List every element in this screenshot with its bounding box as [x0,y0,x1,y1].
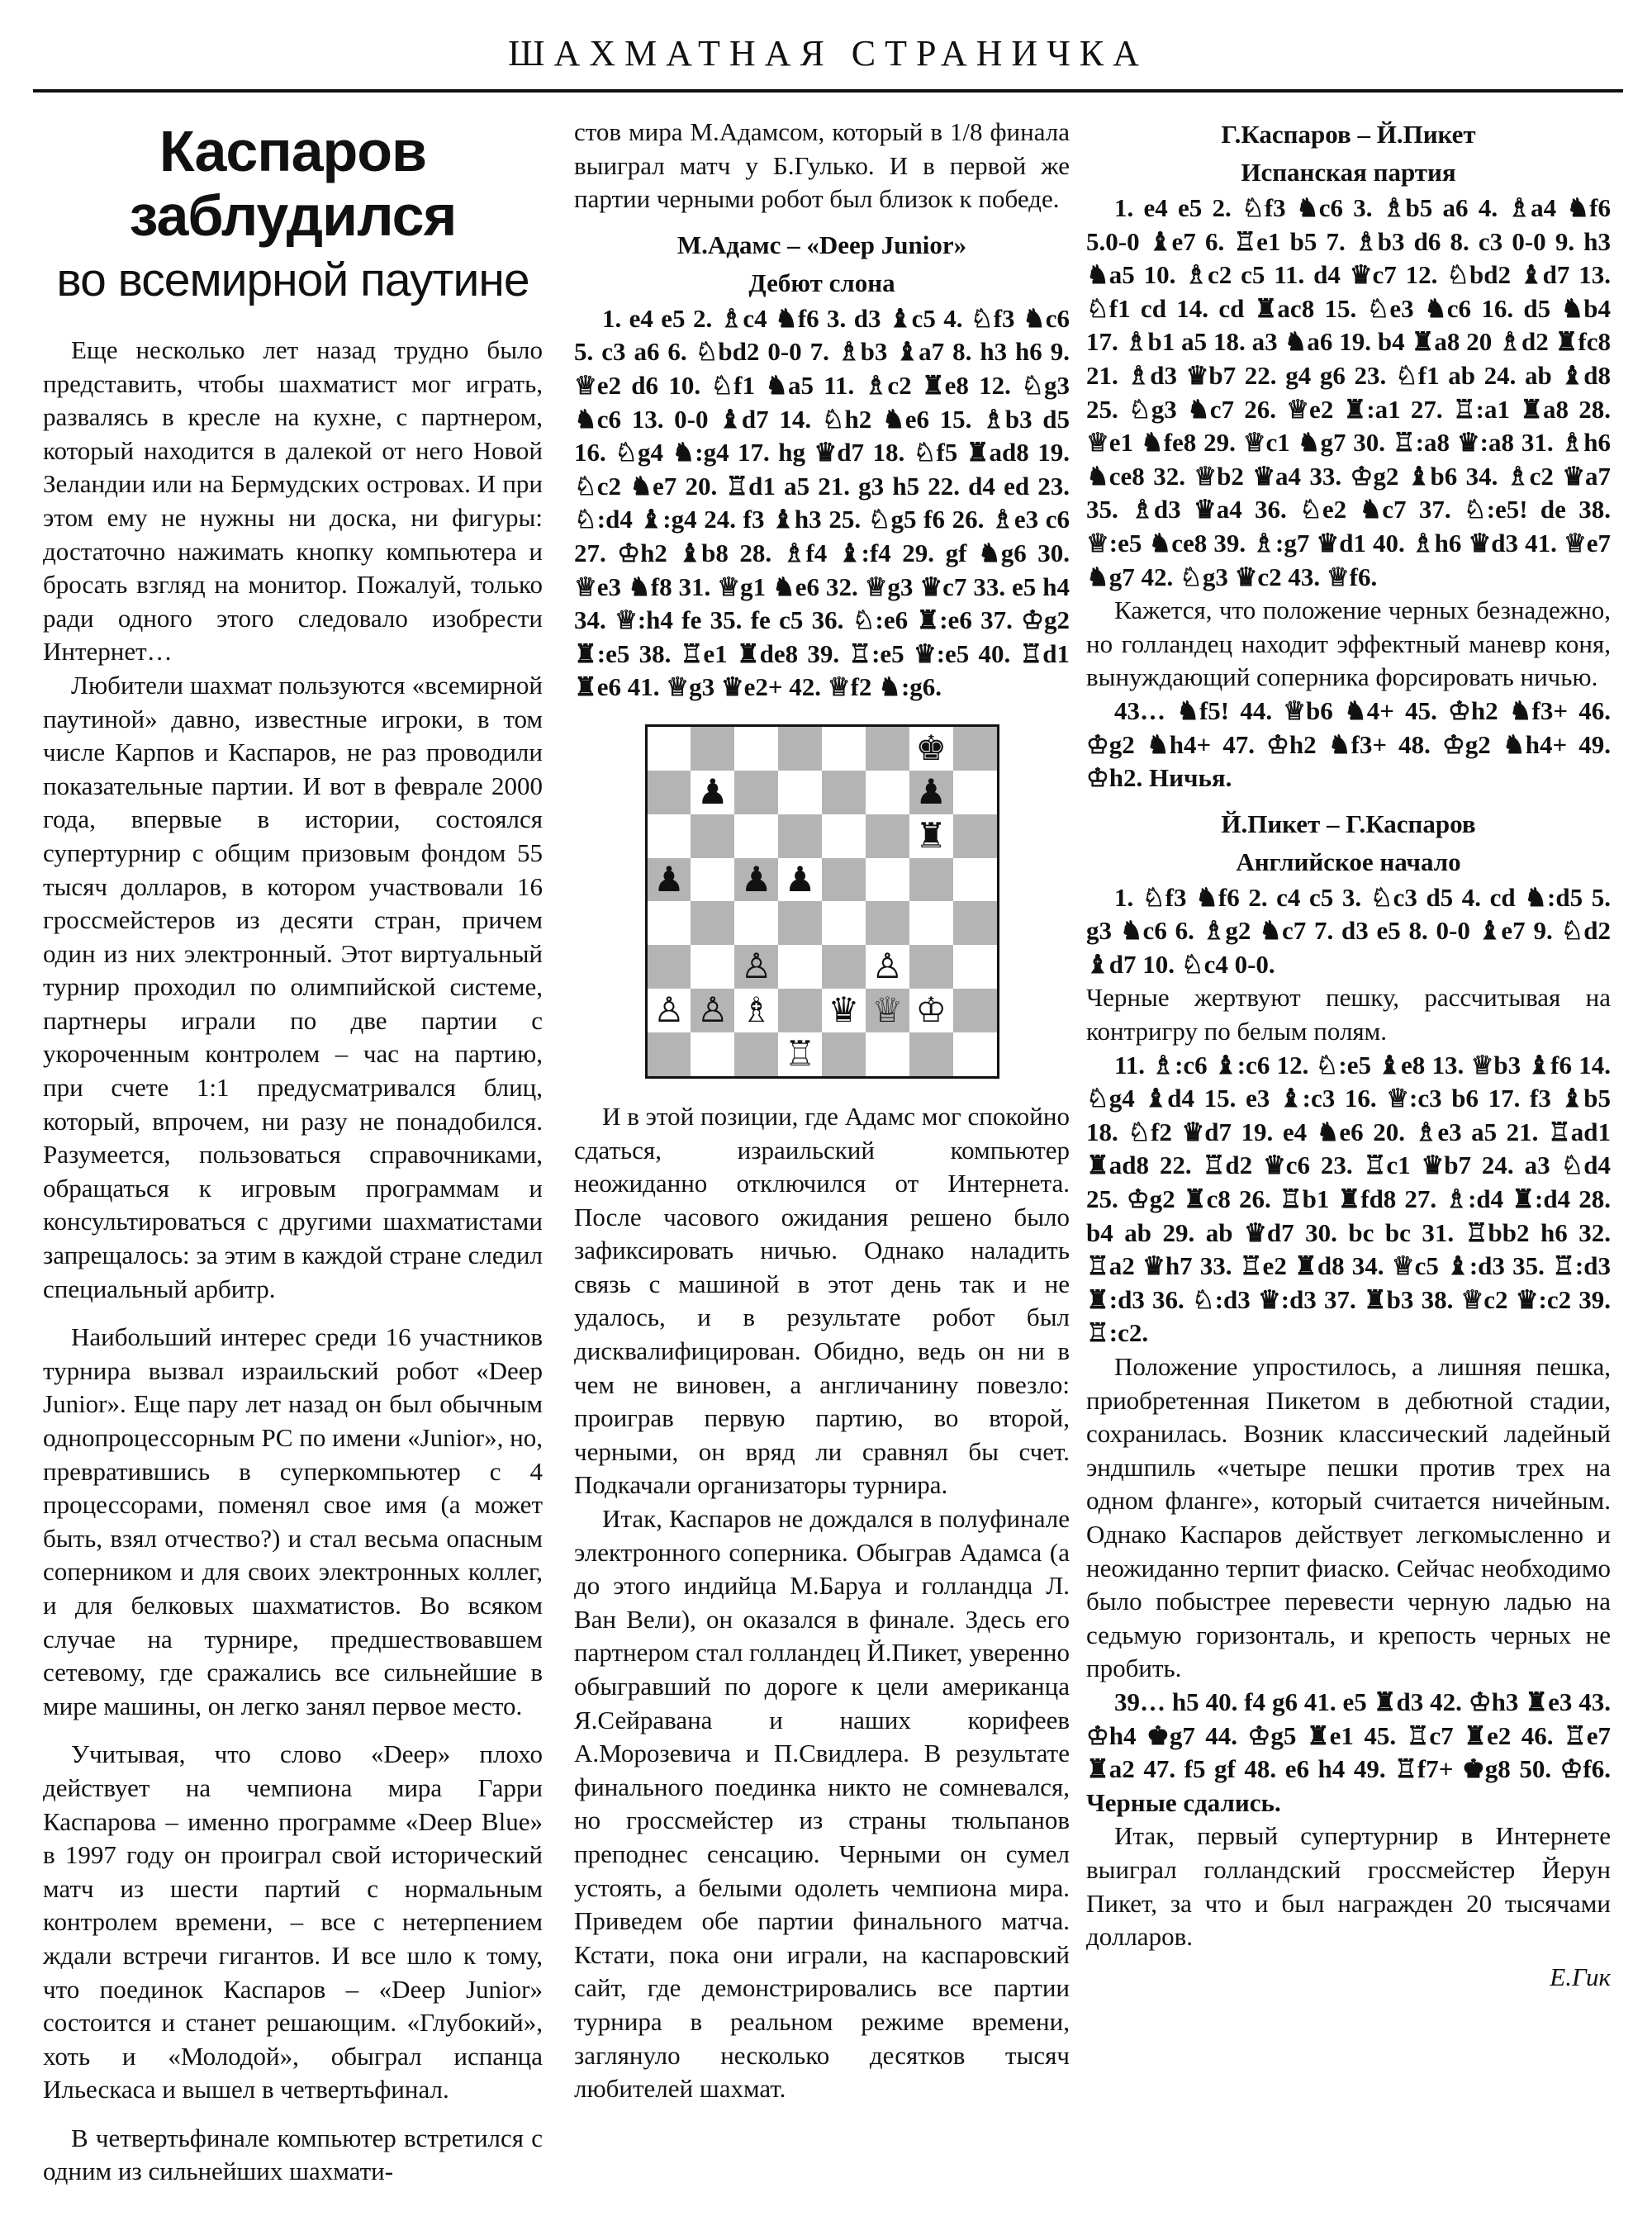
board-square [778,814,822,858]
paragraph: Положение упростилось, а лишняя пешка, приобретенная Пикетом в дебютной стадии, сохранилась. Возник классический ладейный эндшпиль «четыре пешки против трех на одном фланге», который считается ничейным. Однако Каспаров действует легкомысленно и неожиданно терпит фиаско. Сейчас необходимо было побыстрее перевести черную ладью на седьмую горизонталь, и крепость черных не пробить. [1086,1352,1611,1683]
board-square [822,727,866,771]
paragraph: Итак, первый супертурнир в Интернете выиграл голландский гроссмейстер Йерун Пикет, за что и был награжден 20 тысячами долларов. [1086,1821,1611,1952]
section-title: ШАХМАТНАЯ СТРАНИЧКА [508,33,1148,74]
chessboard [648,727,997,1076]
board-square [648,727,691,771]
board-square [648,1032,691,1076]
board-square [822,1032,866,1076]
column-left [43,116,543,2189]
board-square [691,1032,734,1076]
board-square [778,945,822,989]
white-pawn-icon: ♙ [653,989,685,1031]
board-square [734,727,778,771]
white-rook-icon: ♖ [784,1033,816,1075]
game-moves: 1. ♘f3 ♞f6 2. c4 c5 3. ♘c3 d5 4. cd ♞:d5 5. g3 ♞c6 6. ♗g2 ♞c7 7. d3 e5 8. 0-0 ♝e7 9. ♘d2 ♝d7 10. ♘c4 0-0. [1086,882,1611,979]
black-pawn-icon: ♟ [696,771,729,812]
black-pawn-icon: ♟ [740,858,772,899]
board-square [734,1032,778,1076]
board-square [866,901,909,945]
paragraph: Итак, Каспаров не дождался в полуфинале электронного соперника. Обыграв Адамса (а до этого индийца М.Баруа и голландца Л. Ван Вели), он оказался в финале. Здесь его партнером стал голландец Й.Пикет, уверенно обыгравший по дороге к цели американца Я.Сейравана и наших корифеев А.Морозевича и П.Свидлера. В результате финального поединка никто не сомневался, но гроссмейстер из страны тюльпанов преподнес сенсацию. Черными он сумел устоять, а белыми одолеть чемпиона мира. Приведем обе партии финального матча. Кстати, пока они играли, на каспаровский сайт, где демонстрировались все партии турнира в реальном режиме времени, заглянуло несколько десятков тысяч любителей шахмат. [574,1504,1070,2104]
game-moves: 1. e4 e5 2. ♘f3 ♞c6 3. ♗b5 a6 4. ♗a4 ♞f6 5.0-0 ♝e7 6. ♖e1 b5 7. ♗b3 d6 8. c3 0-0 9. h3 ♞a5 10. ♗c2 c5 11. d4 ♛c7 12. ♘bd2 ♝d7 13. ♘f1 cd 14. cd ♜ac8 15. ♘e3 ♞c6 16. d5 ♞b4 17. ♗b1 a5 18. a3 ♞a6 19. b4 ♜a8 20 ♗d2 ♜fc8 21. ♗d3 ♛b7 22. g4 g6 23. ♘f1 ab 24. ab ♝d8 25. ♘g3 ♞c7 26. ♕e2 ♜:a1 27. ♖:a1 ♜a8 28. ♕e1 ♞fe8 29. ♕c1 ♞g7 30. ♖:a8 ♛:a8 31. ♗h6 ♞ce8 32. ♕b2 ♛a4 33. ♔g2 ♝b6 34. ♗c2 ♛a7 35. ♗d3 ♛a4 36. ♘e2 ♞c7 37. ♘:e5! de 38. ♕:e5 ♞ce8 39. ♗:g7 ♛d1 40. ♗h6 ♛d3 41. ♕e7 ♞g7 42. ♘g3 ♛c2 43. ♕f6. [1086,193,1611,591]
board-square [866,814,909,858]
white-pawn-icon: ♙ [871,946,904,987]
board-square [866,858,909,902]
board-square [778,989,822,1032]
board-square [648,901,691,945]
paragraph: Кажется, что положение черных безнадежно, но голландец находит эффектный маневр коня, вынуждающий соперника форсировать ничью. [1086,596,1611,692]
paragraph: В четвертьфинале компьютер встретился с одним из сильнейших шахмати- [43,2123,543,2186]
board-square [691,901,734,945]
board-square [953,901,997,945]
board-square [691,858,734,902]
game-players: Й.Пикет – Г.Каспаров [1221,809,1476,838]
board-square [778,771,822,814]
column-right [1086,116,1611,1994]
board-square [691,814,734,858]
board-square [953,814,997,858]
game-moves: 39… h5 40. f4 g6 41. e5 ♜d3 42. ♔h3 ♜e3 43. ♔h4 ♚g7 44. ♔g5 ♜e1 45. ♖c7 ♜e2 46. ♖e7 ♜a2 47. f5 gf 48. e6 h4 49. ♖f7+ ♚g8 50. ♔f6. Черные сдались. [1086,1687,1611,1817]
board-square [866,727,909,771]
section-header [33,25,1623,93]
game-moves: 11. ♗:c6 ♝:c6 12. ♘:e5 ♝e8 13. ♕b3 ♝f6 14. ♘g4 ♝d4 15. e3 ♝:c3 16. ♕:c3 b6 17. f3 ♝b5 18. ♘f2 ♛d7 19. e4 ♞e6 20. ♗e3 a5 21. ♖ad1 ♜ad8 22. ♖d2 ♛c6 23. ♖c1 ♛b7 24. a3 ♘d4 25. ♔g2 ♜c8 26. ♖b1 ♜fd8 27. ♗:d4 ♜:d4 28. b4 ab 29. ab ♛d7 30. bc bc 31. ♖bb2 h6 32. ♖a2 ♛h7 33. ♖e2 ♜d8 34. ♕c5 ♝:d3 35. ♖:d3 ♜:d3 36. ♘:d3 ♛:d3 37. ♜b3 38. ♕c2 ♛:c2 39. ♖:c2. [1086,1050,1611,1348]
board-square [734,771,778,814]
board-square [866,771,909,814]
game-moves: 1. e4 e5 2. ♗c4 ♞f6 3. d3 ♝c5 4. ♘f3 ♞c6 5. c3 a6 6. ♘bd2 0-0 7. ♗b3 ♝a7 8. h3 h6 9. ♕e2 d6 10. ♘f1 ♞a5 11. ♗c2 ♜e8 12. ♘g3 ♞c6 13. 0-0 ♝d7 14. ♘h2 ♞e6 15. ♗b3 d5 16. ♘g4 ♞:g4 17. hg ♛d7 18. ♘f5 ♜ad8 19. ♘c2 ♞e7 20. ♖d1 a5 21. g3 h5 22. d4 ed 23. ♘:d4 ♝:g4 24. f3 ♝h3 25. ♘g5 f6 26. ♗e3 c6 27. ♔h2 ♝b8 28. ♗f4 ♝:f4 29. gf ♞g6 30. ♕e3 ♞f8 31. ♕g1 ♞e6 32. ♕g3 ♛c7 33. e5 h4 34. ♕:h4 fe 35. fe c5 36. ♘:e6 ♜:e6 37. ♔g2 ♜:e5 38. ♖e1 ♜de8 39. ♖:e5 ♛:e5 40. ♖d1 ♜e6 41. ♕g3 ♛e2+ 42. ♕f2 ♞:g6. [574,303,1070,702]
board-square [734,814,778,858]
board-square [822,814,866,858]
game-players: М.Адамс – «Deep Junior» [676,230,967,259]
board-square [778,727,822,771]
article-title: Каспаров заблудился [129,119,457,248]
board-square [691,945,734,989]
paragraph: Наибольший интерес среди 16 участников турнира вызвал израильский робот «Deep Junior». Еще пару лет назад он был обычным однопроцессорным PC по имени «Junior», но, превратившись в суперкомпьютер с 4 процессорами, поменял свое имя (а может быть, взял отчество?) и стал весьма опасным соперником и для своих электронных коллег, и для белковых шахматистов. Во всяком случае на турнире, предшествовавшем сетевому, где сражались все сильнейшие в мире машины, он легко занял первое место. [43,1322,543,1720]
white-bishop-icon: ♗ [740,989,772,1031]
paragraph: Любители шахмат пользуются «всемирной паутиной» давно, известные игроки, в том числе Карпов и Каспаров, не раз проводили показательные партии. И вот в феврале 2000 года, впервые в истории, состоялся супертурнир с общим призовым фондом 55 тысяч долларов, в котором участвовали 16 гроссмейстеров из десяти стран, причем один из них электронный. Этот виртуальный турнир проходил по олимпийской системе, партнеры играли по две партии с укороченным контролем – час на партию, при счете 1:1 предусматривался блиц, который, впрочем, ни разу не понадобился. Разумеется, пользоваться справочниками, обращаться к игровым программам и консультироваться с другими шахматистами запрещалось: за этим в каждой стране следил специальный арбитр. [43,670,543,1303]
black-rook-icon: ♜ [915,814,947,856]
game-opening: Дебют слона [748,268,895,297]
black-pawn-icon: ♟ [784,858,816,899]
white-queen-icon: ♕ [871,989,904,1031]
white-pawn-icon: ♙ [740,946,772,987]
article-subtitle: во всемирной паутине [56,254,529,306]
author-signature: Е.Гик [1550,1962,1611,1991]
black-pawn-icon: ♟ [653,858,685,899]
black-king-icon: ♚ [915,727,947,768]
game-opening: Испанская партия [1241,158,1456,187]
paragraph: Учитывая, что слово «Deep» плохо действует на чемпиона мира Гарри Каспарова – именно программе «Deep Blue» в 1997 году он проиграл свой исторический матч из шести партий с нормальным контролем времени, – все с нетерпением ждали встречи гигантов. И все шло к тому, что поединок Каспаров – «Deep Junior» состоится и станет решающим. «Глубокий», хоть и «Молодой», обыграл испанца Ильескаса и вышел в четвертьфинал. [43,1739,543,2104]
board-square [648,814,691,858]
board-square [909,1032,953,1076]
board-square [909,858,953,902]
board-square [648,945,691,989]
paragraph: Еще несколько лет назад трудно было представить, чтобы шахматист мог играть, развалясь в кресле на кухне, с партнером, который находится в далекой от него Новой Зеландии или на Бермудских островах. И при этом ему не нужны ни доска, ни фигуры: достаточно нажимать кнопку компьютера и бросать взгляд на монитор. Пожалуй, только ради одного этого следовало изобрести Интернет… [43,335,543,667]
board-square [953,1032,997,1076]
board-square [909,945,953,989]
game-moves: 43… ♞f5! 44. ♕b6 ♞4+ 45. ♔h2 ♞f3+ 46. ♔g2 ♞h4+ 47. ♔h2 ♞f3+ 48. ♔g2 ♞h4+ 49. ♔h2. Ничья. [1086,695,1611,793]
board-square [953,858,997,902]
paragraph: И в этой позиции, где Адамс мог спокойно сдаться, израильский компьютер неожиданно отключился от Интернета. После часового ожидания решено было зафиксировать ничью. Однако наладить связь с машиной в этот день так и не удалось, и в результате робот был дисквалифицирован. Обидно, ведь он ни в чем не виновен, а англичанину повезло: проиграв первую партию, во второй, черными, он вряд ли сравнял бы счет. Подкачали организаторы турнира. [574,1101,1070,1500]
board-square [953,989,997,1032]
board-square [909,901,953,945]
board-square [648,771,691,814]
game-players: Г.Каспаров – Й.Пикет [1221,120,1476,149]
board-square [822,858,866,902]
black-queen-icon: ♛ [828,989,860,1031]
board-square [822,945,866,989]
game-opening: Английское начало [1236,847,1461,876]
board-square [822,771,866,814]
board-square [953,945,997,989]
white-pawn-icon: ♙ [696,989,729,1031]
board-square [691,727,734,771]
board-square [866,1032,909,1076]
board-square [953,727,997,771]
board-square [734,901,778,945]
board-square [778,901,822,945]
chess-diagram [645,724,999,1079]
paragraph: Черные жертвуют пешку, рассчитывая на контригру по белым полям. [1086,983,1611,1046]
white-king-icon: ♔ [915,989,947,1031]
board-square [953,771,997,814]
black-pawn-icon: ♟ [915,771,947,812]
paragraph: стов мира М.Адамсом, который в 1/8 финала выиграл матч у Б.Гулько. И в первой же партии черными робот был близок к победе. [574,117,1070,214]
column-middle [574,116,1070,2106]
board-square [822,901,866,945]
